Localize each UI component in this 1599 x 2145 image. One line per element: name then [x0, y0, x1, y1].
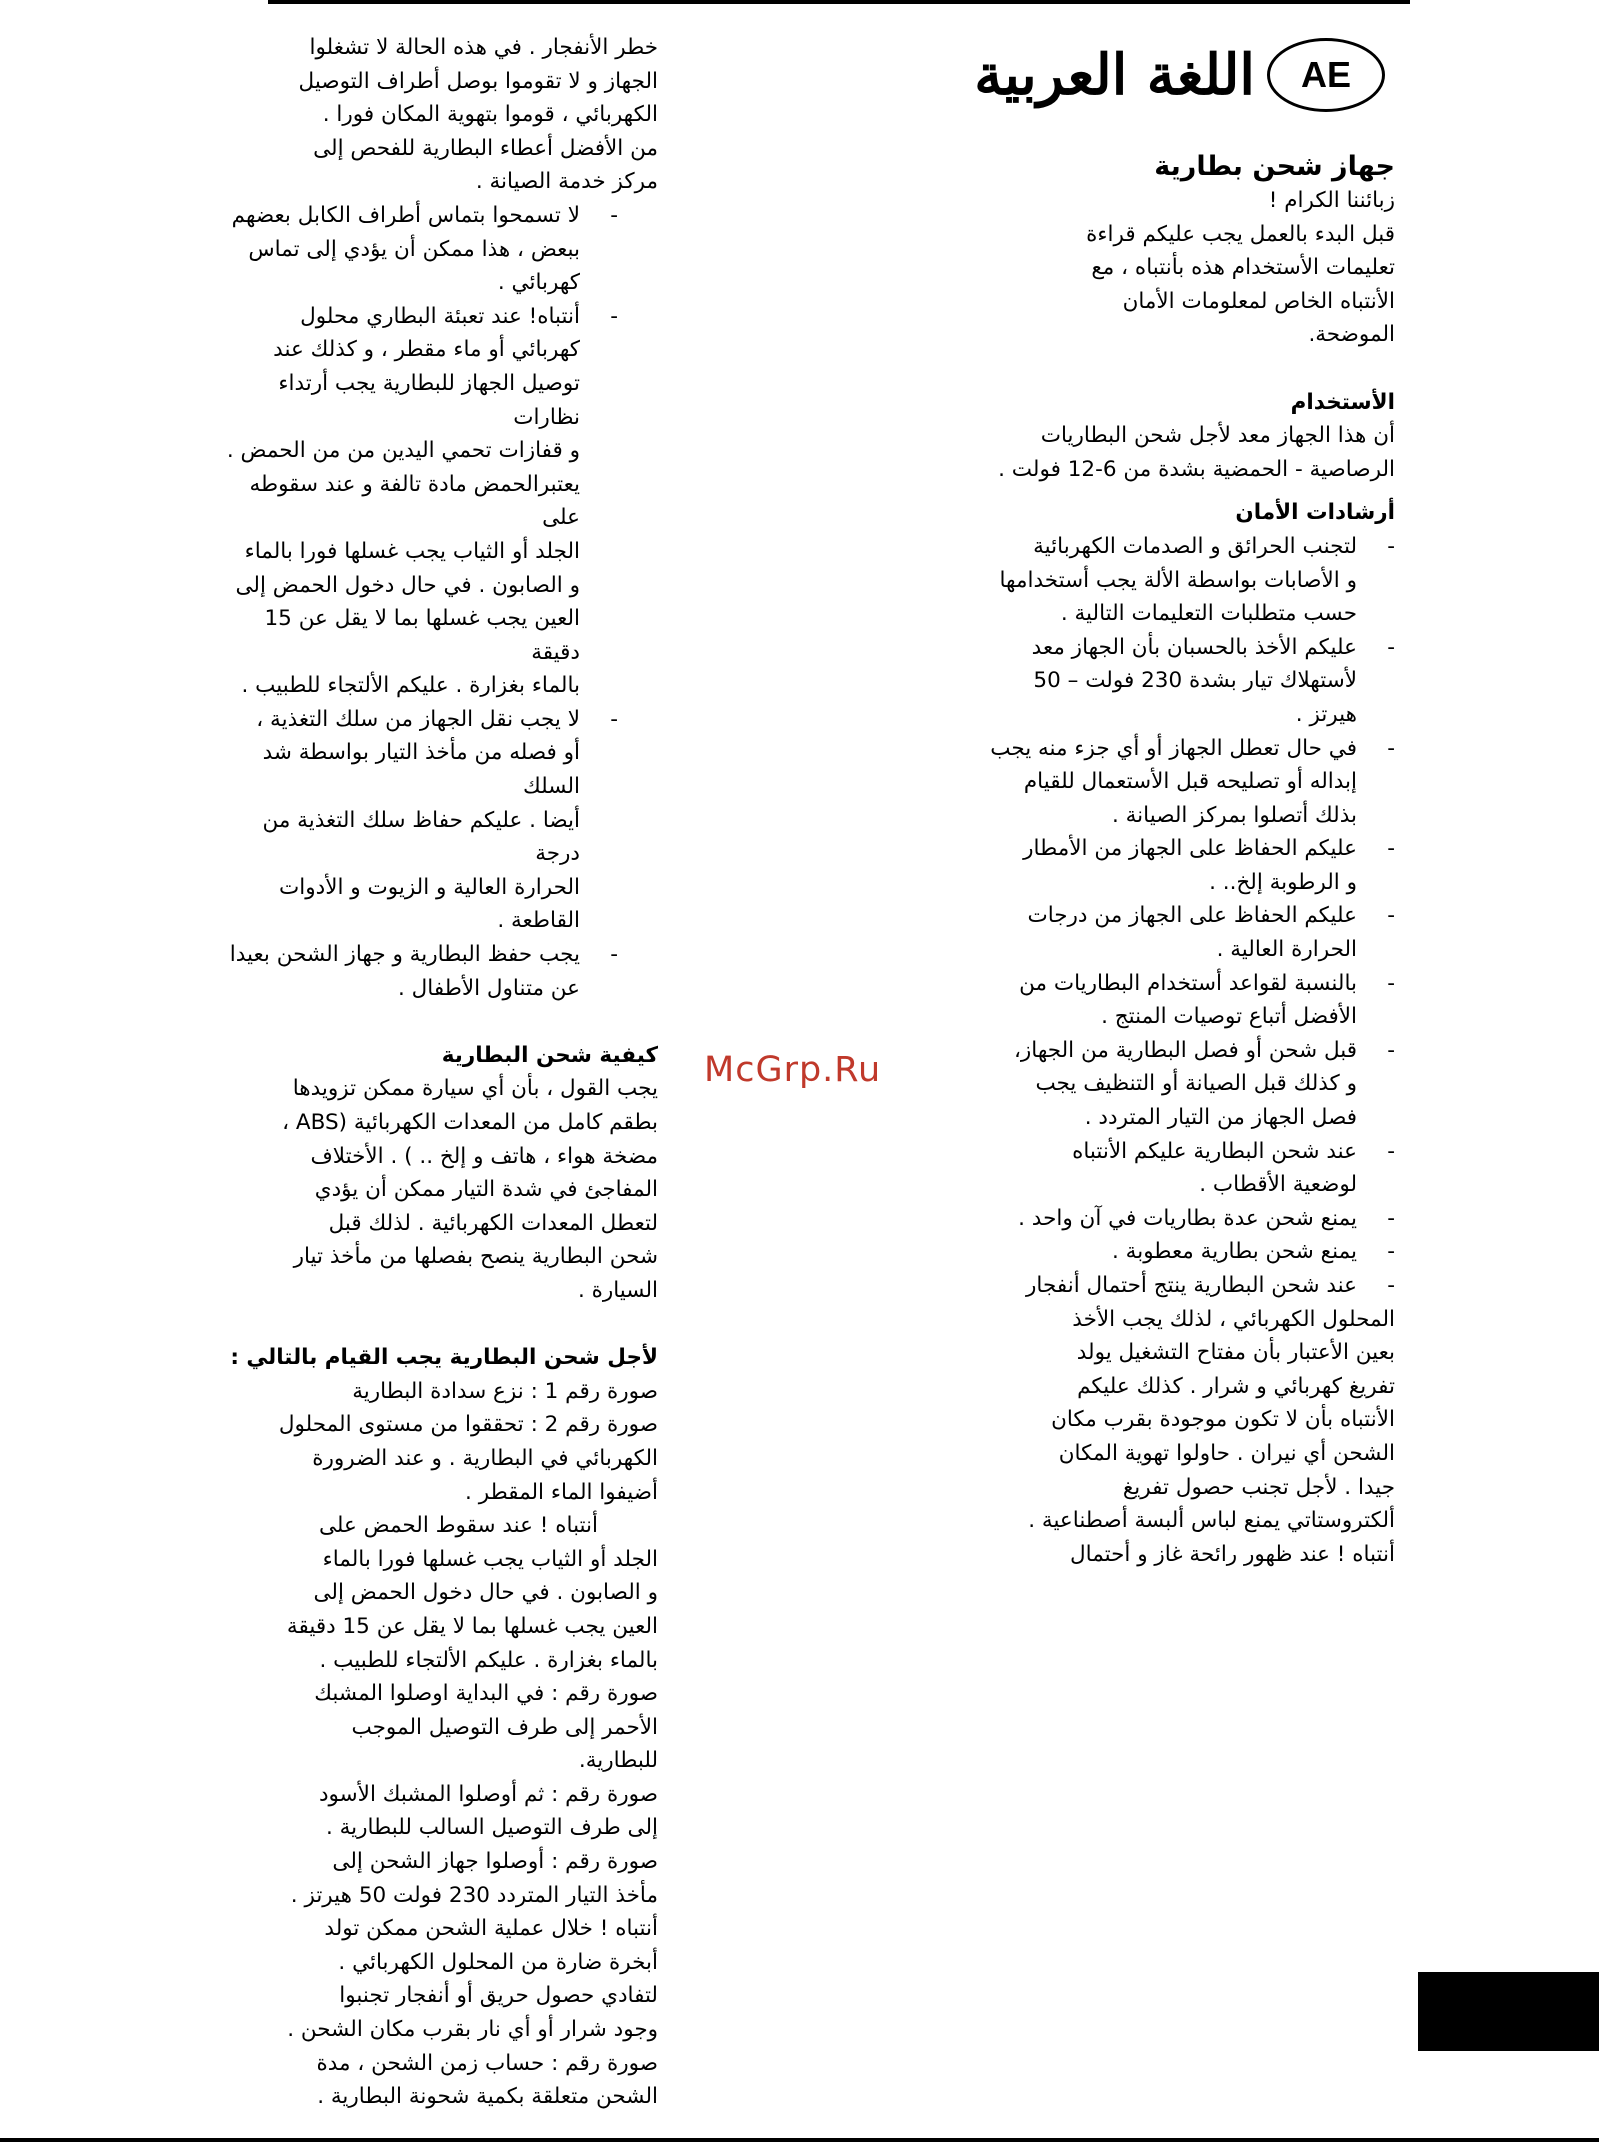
text-line: بطقم كامل من المعدات الكهربائية (ABS ،	[282, 1110, 658, 1135]
usage-heading: الأستخدام	[1290, 389, 1395, 415]
text-line: من الأفضل أعطاء البطارية للفحص إلى	[313, 135, 658, 161]
left-column	[212, 31, 658, 2114]
text-line: أضيفوا الماء المقطر .	[465, 1479, 658, 1505]
text-line: جيدا . لأجل تجنب حصول تفريغ	[1122, 1474, 1395, 1500]
text-line: الكهربائي في البطارية . و عند الضرورة	[312, 1445, 658, 1471]
steps-heading: لأجل شحن البطارية يجب القيام بالتالي :	[230, 1345, 658, 1371]
text-line: الجلد أو الثياب يجب غسلها فورا بالماء	[322, 1546, 658, 1572]
text-line: زبائننا الكرام !	[1268, 188, 1395, 213]
list-item: - لا تسمحوا بتماس أطراف الكابل بعضهم ببعض ، هذا ممكن أن يؤدي إلى تماس كهربائي .	[212, 199, 618, 300]
text-line: الشحن متعلقة بكمية شحونة البطارية .	[317, 2084, 658, 2110]
top-rule	[268, 0, 1410, 4]
text-line: للبطارية.	[578, 1748, 658, 1774]
usage-paragraph	[955, 419, 1395, 486]
list-item: - بالنسبة لقواعد أستخدام البطاريات من الأفضل أتباع توصيات المنتج .	[955, 967, 1395, 1034]
text-line: تفريغ كهربائي و شرار . كذلك عليكم	[1077, 1373, 1395, 1399]
document-title: جهاز شحن بطارية	[1154, 151, 1395, 182]
language-badge: AE	[1267, 38, 1385, 112]
list-item: - في حال تعطل الجهاز أو أي جزء منه يجب إبداله أو تصليحه قبل الأستعمال للقيام بذلك أتصلوا بمركز الصيانة .	[955, 732, 1395, 833]
charging-paragraph	[212, 1072, 658, 1307]
text-line: الرصاصية - الحمضية بشدة من 6-12 فولت .	[998, 456, 1395, 482]
text-line: بالماء بغزارة . عليكم الألتجاء للطبيب .	[319, 1647, 658, 1673]
text-line: مأخذ التيار المتردد 230 فولت 50 هيرتز .	[290, 1882, 658, 1908]
text-line: أبخرة ضارة من المحلول الكهربائي .	[338, 1949, 658, 1975]
language-title: اللغة العربية	[974, 42, 1255, 108]
text-line: السيارة .	[577, 1277, 658, 1303]
text-line: لتفادي حصول حريق أو أنفجار تجنبوا	[339, 1983, 658, 2009]
right-column	[955, 150, 1395, 1571]
intro-paragraph	[955, 184, 1395, 352]
safety-list-continued	[212, 199, 618, 1005]
bottom-rule	[0, 2138, 1599, 2142]
text-line: مركز خدمة الصيانة .	[475, 169, 658, 195]
text-line: الأنتباه الخاص لمعلومات الأمان	[1122, 288, 1395, 314]
page-header	[960, 32, 1400, 128]
text-line: الأنتباه بأن لا تكون موجودة بقرب مكان	[1051, 1407, 1395, 1433]
text-line: ألكتروستاتي يمنع لباس ألبسة أصطناعية .	[1028, 1508, 1395, 1534]
text-line: قبل البدء بالعمل يجب عليكم قراءة	[1086, 221, 1395, 247]
list-item: - عند شحن البطارية ينتج أحتمال أنفجار	[955, 1269, 1395, 1303]
steps-list	[212, 1375, 658, 2114]
list-item: - لتجنب الحرائق و الصدمات الكهربائية و الأصابات بواسطة الألة يجب أستخدامها حسب متطلبات التعليمات التالية .	[955, 530, 1395, 631]
text-line: شحن البطارية ينصح بفصلها من مأخذ تيار	[293, 1244, 658, 1270]
text-line: صورة رقم : حساب زمن الشحن ، مدة	[316, 2050, 658, 2076]
list-item: - عليكم الحفاظ على الجهاز من درجات الحرارة العالية .	[955, 899, 1395, 966]
list-item: - عليكم الأخذ بالحسبان بأن الجهاز معد لأستهلاك تيار بشدة 230 فولت – 50 هيرتز .	[955, 631, 1395, 732]
charging-heading: كيفية شحن البطارية	[441, 1042, 658, 1068]
list-item: - يجب حفظ البطارية و جهاز الشحن بعيدا عن متناول الأطفال .	[212, 938, 618, 1005]
text-line: صورة رقم : في البداية اوصلوا المشبك	[314, 1681, 658, 1707]
text-line: الشحن أي نيران . حاولوا تهوية المكان	[1058, 1440, 1395, 1466]
text-line: المفاجئ في شدة التيار ممكن أن يؤدي	[314, 1177, 658, 1203]
text-line: وجود شرار أو أي نار بقرب مكان الشحن .	[287, 2017, 658, 2043]
safety-continuation	[955, 1303, 1395, 1572]
text-line: لتعطل المعدات الكهربائية . لذلك قبل	[328, 1210, 658, 1236]
list-item: - أنتباه! عند تعبئة البطاري محلول كهربائي أو ماء مقطر ، و كذلك عند توصيل الجهاز للبطارية يجب أرتداء نظارات و قفازات تحمي اليدين من من الحمض . يعتبرالحمض مادة تالفة و عند سقوطه على الجلد أو الثياب يجب غسلها فورا بالماء و الصابون . في حال دخول الحمض إلى العين يجب غسلها بما لا يقل عن 15 دقيقة بالماء بغزارة . عليكم الألتجاء للطبيب .	[212, 300, 618, 703]
list-item: - قبل شحن أو فصل البطارية من الجهاز، و كذلك قبل الصيانة أو التنظيف يجب فصل الجهاز من التيار المتردد .	[955, 1034, 1395, 1135]
text-line: الأحمر إلى طرف التوصيل الموجب	[351, 1714, 658, 1740]
list-item: - لا يجب نقل الجهاز من سلك التغذية ، أو فصله من مأخذ التيار بواسطة شد السلك أيضا . عليكم حفاظ سلك التغذية من درجة الحرارة العالية و الزيوت و الأدوات القاطعة .	[212, 703, 618, 938]
text-line: الموضحة.	[1308, 322, 1395, 348]
continued-paragraph	[212, 31, 658, 199]
text-line: يجب القول ، بأن أي سيارة ممكن تزويدها	[292, 1076, 658, 1102]
list-item: - يمنع شحن عدة بطاريات في آن واحد .	[955, 1202, 1395, 1236]
safety-list	[955, 530, 1395, 1303]
text-line: صورة رقم : أوصلوا جهاز الشحن إلى	[332, 1849, 658, 1875]
text-line: صورة رقم 2 : تحققوا من مستوى المحلول	[278, 1412, 658, 1438]
text-line: أن هذا الجهاز معد لأجل شحن البطاريات	[1040, 423, 1395, 449]
text-line: تعليمات الأستخدام هذه بأنتباه ، مع	[1091, 255, 1395, 281]
list-item: - عند شحن البطارية عليكم الأنتباه لوضعية الأقطاب .	[955, 1135, 1395, 1202]
text-line: العين يجب غسلها بما لا يقل عن 15 دقيقة	[286, 1613, 658, 1639]
list-item: - عليكم الحفاظ على الجهاز من الأمطار و الرطوبة إلخ.. .	[955, 832, 1395, 899]
text-line: الجهاز و لا تقوموا بوصل أطراف التوصيل	[298, 68, 658, 94]
text-line: أنتباه ! عند سقوط الحمض على	[318, 1513, 598, 1539]
text-line: و الصابون . في حال دخول الحمض إلى	[313, 1580, 658, 1606]
text-line: أنتباه ! عند ظهور رائحة غاز و أحتمال	[1070, 1541, 1395, 1567]
text-line: المحلول الكهربائي ، لذلك يجب الأخذ	[1072, 1306, 1395, 1332]
text-line: صورة رقم 1 : نزع سدادة البطارية	[352, 1378, 658, 1404]
page-tab-marker	[1418, 1972, 1599, 2051]
safety-heading: أرشادات الأمان	[1235, 500, 1395, 526]
text-line: مضخة هواء ، هاتف و إلخ .. ) . الأختلاف	[310, 1143, 658, 1169]
watermark: McGrp.Ru	[704, 1050, 882, 1090]
text-line: صورة رقم : ثم أوصلوا المشبك الأسود	[318, 1781, 658, 1807]
list-item: - يمنع شحن بطارية معطوبة .	[955, 1235, 1395, 1269]
text-line: الكهربائي ، قوموا بتهوية المكان فورا .	[322, 102, 658, 128]
text-line: إلى طرف التوصيل السالب للبطارية .	[325, 1815, 658, 1841]
text-line: أنتباه ! خلال عملية الشحن ممكن تولد	[324, 1916, 658, 1942]
text-line: خطر الأنفجار . في هذه الحالة لا تشغلوا	[309, 35, 658, 60]
text-line: بعين الأعتبار بأن مفتاح التشغيل يولد	[1076, 1340, 1395, 1366]
